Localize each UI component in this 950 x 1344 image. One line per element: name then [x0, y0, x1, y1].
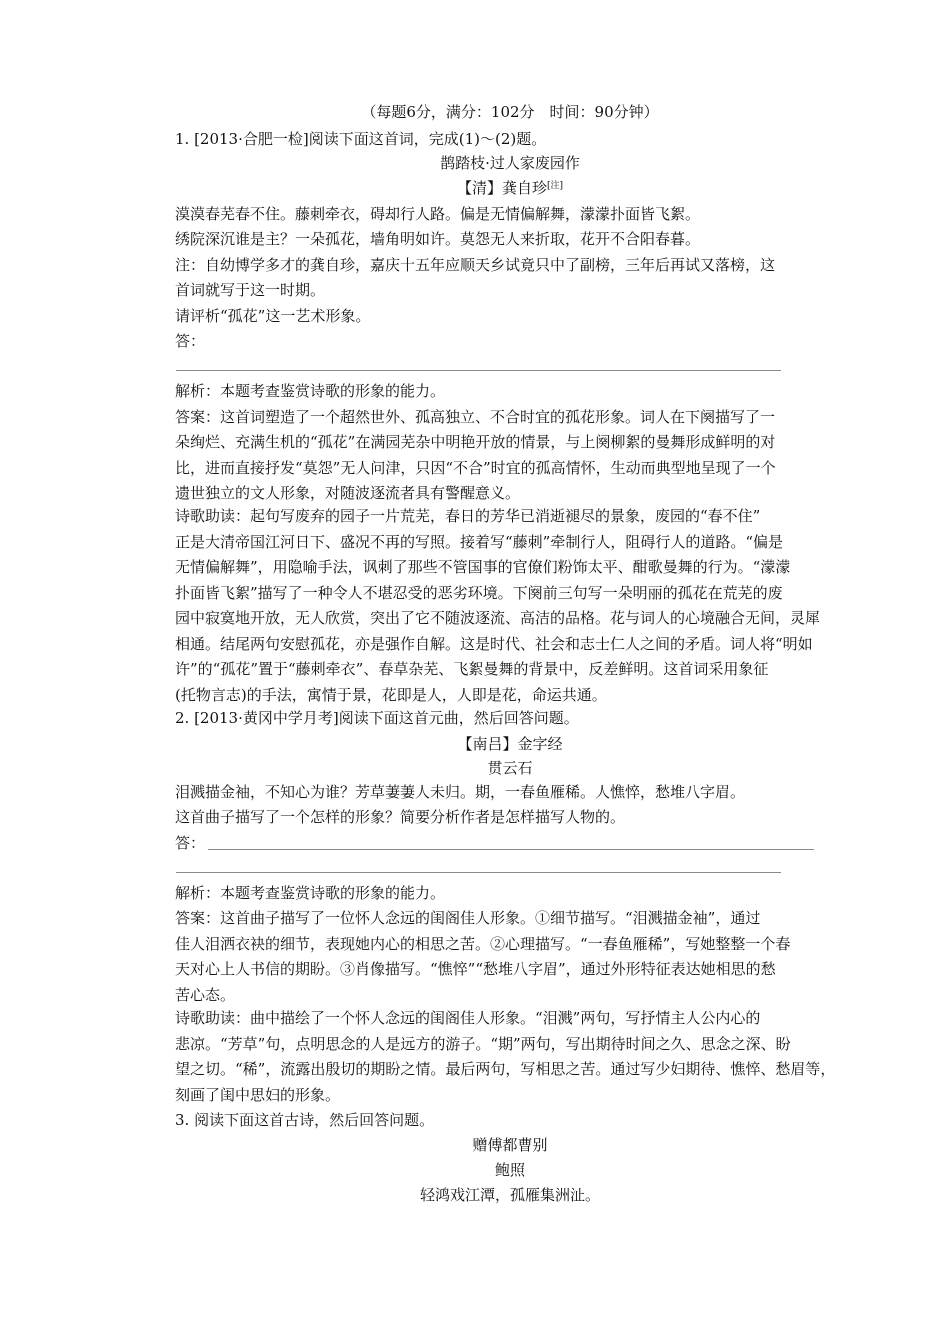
exam-header: （每题6分，满分：102分 时间：90分钟） — [361, 103, 659, 121]
q1-guide-line-7: 许”的“孤花”置于“藤刺牵衣”、春草杂芜、飞絮曼舞的背景中，反差鲜明。这首词采用象征 — [175, 660, 769, 678]
q1-author-name: 【清】龚自珍 — [456, 179, 547, 197]
q1-answer-label: 答： — [175, 332, 206, 350]
q3-poem-title: 赠傅都曹别 — [472, 1136, 548, 1154]
q3-poem-author: 鲍照 — [494, 1161, 525, 1179]
q1-poem-line-2: 绣院深沉谁是主？一朵孤花，墙角明如许。莫怨无人来折取，花开不合阳春暮。 — [175, 230, 701, 248]
q2-guide-line-2: 悲凉。“芳草”句，点明思念的人是远方的游子。“期”两句，写出期待时间之久、思念之深、盼 — [175, 1035, 791, 1053]
q1-poem-line-1: 漠漠春芜春不住。藤刺牵衣，碍却行人路。偏是无情偏解舞，濛濛扑面皆飞絮。 — [175, 205, 701, 223]
q1-answer-line-4: 遗世独立的文人形象，对随波逐流者具有警醒意义。 — [175, 484, 521, 502]
q1-note-line-1: 注：自幼博学多才的龚自珍，嘉庆十五年应顺天乡试竟只中了副榜，三年后再试又落榜，这 — [175, 256, 776, 274]
q2-poem-title: 【南吕】金字经 — [457, 735, 563, 753]
q2-answer-line-3: 天对心上人书信的期盼。③肖像描写。“憔悴”“愁堆八字眉”，通过外形特征表达她相思的愁 — [175, 960, 776, 978]
q1-note-line-2: 首词就写于这一时期。 — [175, 281, 326, 299]
q1-stem: 1. [2013·合肥一检]阅读下面这首词，完成(1)～(2)题。 — [175, 130, 547, 148]
q2-guide-line-4: 刻画了闺中思妇的形象。 — [175, 1086, 341, 1104]
q1-guide-line-3: 无情偏解舞”，用隐喻手法，讽刺了那些不管国事的官僚们粉饰太平、酣歌曼舞的行为。“濛濛 — [175, 558, 791, 576]
q2-poem-line: 泪溅描金袖，不知心为谁？芳草萋萋人未归。期，一春鱼雁稀。人憔悴，愁堆八字眉。 — [175, 783, 746, 801]
q1-answer-line-3: 比，进而直接抒发“莫怨”无人问津，只因“不合”时宜的孤高情怀，生动而典型地呈现了一个 — [175, 459, 776, 477]
q2-poem-author: 贯云石 — [487, 759, 533, 777]
q2-analysis: 解析：本题考查鉴赏诗歌的形象的能力。 — [175, 884, 446, 902]
q1-guide-line-4: 扑面皆飞絮”描写了一种令人不堪忍受的恶劣环境。下阕前三句写一朵明丽的孤花在荒芜的废 — [175, 584, 783, 602]
q2-answer-line-1: 答案：这首曲子描写了一位怀人念远的闺阁佳人形象。①细节描写。“泪溅描金袖”，通过 — [175, 909, 761, 927]
q3-stem: 3. 阅读下面这首古诗，然后回答问题。 — [175, 1111, 435, 1129]
q2-stem: 2. [2013·黄冈中学月考]阅读下面这首元曲，然后回答问题。 — [175, 709, 579, 727]
q1-guide-line-1: 诗歌助读：起句写废弃的园子一片荒芜，春日的芳华已消逝褪尽的景象，废园的“春不住” — [175, 507, 761, 525]
q2-guide-line-1: 诗歌助读：曲中描绘了一个怀人念远的闺阁佳人形象。“泪溅”两句，写抒情主人公内心的 — [175, 1009, 761, 1027]
q2-prompt: 这首曲子描写了一个怎样的形象？简要分析作者是怎样描写人物的。 — [175, 808, 626, 826]
q1-answer-rule — [176, 370, 781, 371]
q2-answer-rule-2 — [176, 872, 781, 873]
q1-prompt: 请评析“孤花”这一艺术形象。 — [175, 307, 371, 325]
q1-poem-author — [175, 177, 845, 199]
q2-guide-line-3: 望之切。“稀”，流露出殷切的期盼之情。最后两句，写相思之苦。通过写少妇期待、憔悴、愁眉等， — [175, 1060, 836, 1078]
q1-analysis: 解析：本题考查鉴赏诗歌的形象的能力。 — [175, 382, 446, 400]
q1-guide-line-2: 正是大清帝国江河日下、盛况不再的写照。接着写“藤刺”牵制行人，阻碍行人的道路。“偏是 — [175, 533, 784, 551]
q1-answer-line-1: 答案：这首词塑造了一个超然世外、孤高独立、不合时宜的孤花形象。词人在下阕描写了一 — [175, 408, 776, 426]
q1-answer-line-2: 朵绚烂、充满生机的“孤花”在满园芜杂中明艳开放的情景，与上阕柳絮的曼舞形成鲜明的对 — [175, 433, 776, 451]
q2-answer-line-4: 苦心态。 — [175, 986, 236, 1004]
q3-poem-line-1: 轻鸿戏江潭，孤雁集洲沚。 — [419, 1186, 600, 1204]
q1-author-note-mark: [注] — [546, 181, 564, 191]
q1-guide-line-5: 园中寂寞地开放，无人欣赏，突出了它不随波逐流、高洁的品格。花与词人的心境融合无间，灵犀 — [175, 609, 821, 627]
q2-answer-label: 答： — [175, 834, 206, 852]
q2-answer-rule-1 — [208, 849, 814, 850]
q1-guide-line-8: (托物言志)的手法，寓情于景，花即是人，人即是花，命运共通。 — [175, 686, 607, 704]
q2-answer-line-2: 佳人泪洒衣袂的细节，表现她内心的相思之苦。②心理描写。“一春鱼雁稀”，写她整整一个春 — [175, 935, 791, 953]
q1-guide-line-6: 相通。结尾两句安慰孤花，亦是强作自解。这是时代、社会和志士仁人之间的矛盾。词人将“明如 — [175, 635, 813, 653]
q1-poem-title: 鹊踏枝·过人家废园作 — [440, 154, 580, 172]
